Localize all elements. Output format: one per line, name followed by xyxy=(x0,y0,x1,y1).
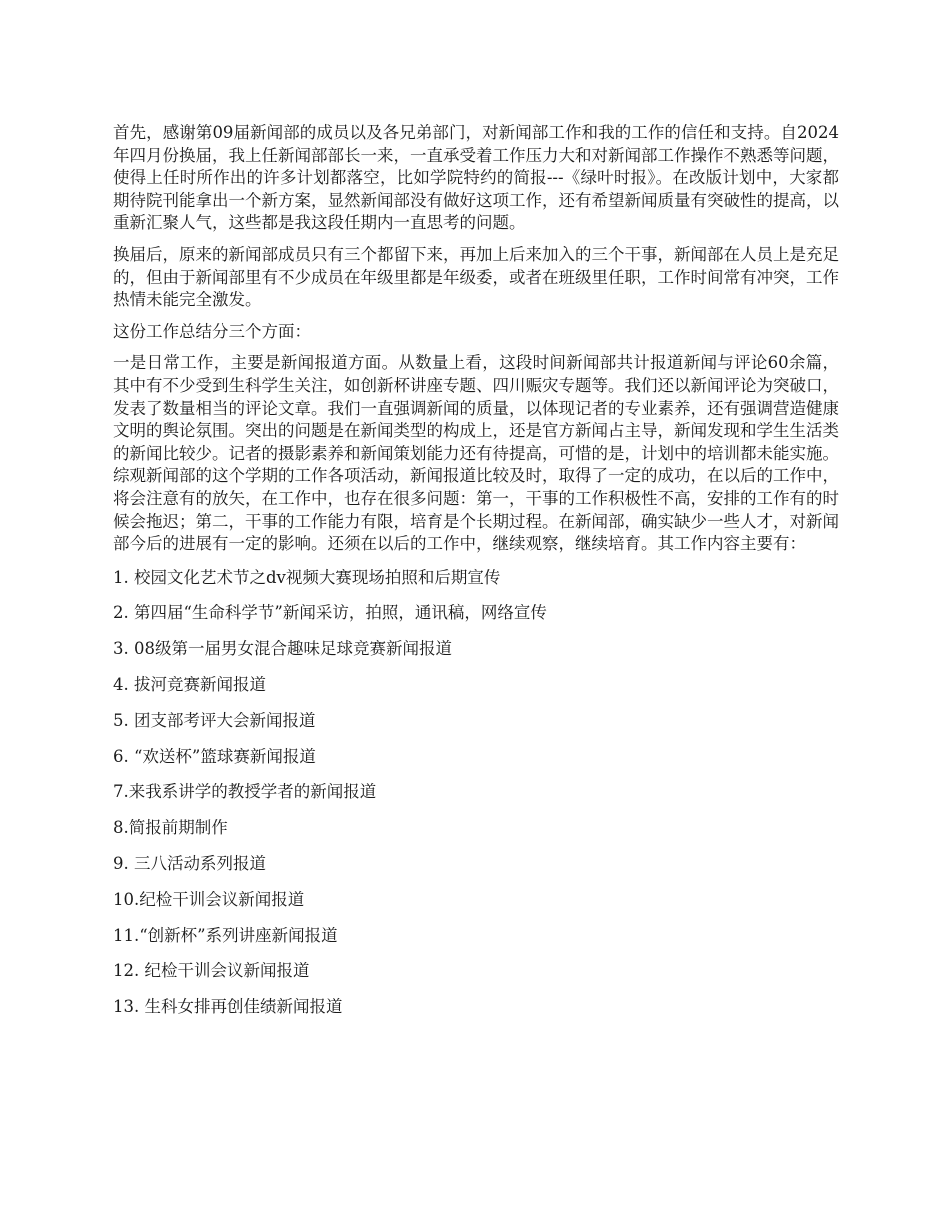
list-item: 2. 第四届“生命科学节”新闻采访，拍照，通讯稿，网络宣传 xyxy=(113,603,547,623)
list-item: 11.“创新杯”系列讲座新闻报道 xyxy=(113,925,338,945)
list-item: 9. 三八活动系列报道 xyxy=(113,854,266,874)
list-item: 6. “欢送杯”篮球赛新闻报道 xyxy=(113,746,316,766)
list-item: 1. 校园文化艺术节之dv视频大赛现场拍照和后期宣传 xyxy=(113,567,501,587)
paragraph-intro: 首先，感谢第09届新闻部的成员以及各兄弟部门，对新闻部工作和我的工作的信任和支持。自2024年四月份换届，我上任新闻部部长一来，一直承受着工作压力大和对新闻部工作操作不熟悉等问题，使得上任时所作出的许多计划都落空，比如学院特约的简报---《绿叶时报》。在改版计划中，大家都期待院刊能拿出一个新方案，显然新闻部没有做好这项工作，还有希望新闻质量有突破性的提高，以重新汇聚人气，这些都是我这段任期内一直思考的问题。 xyxy=(113,123,839,233)
list-item: 8.简报前期制作 xyxy=(113,818,228,838)
list-item: 3. 08级第一届男女混合趣味足球竞赛新闻报道 xyxy=(113,639,452,659)
list-item: 10.纪检干训会议新闻报道 xyxy=(113,889,305,909)
paragraph-summary-aspects: 这份工作总结分三个方面： xyxy=(113,321,311,341)
work-content-list xyxy=(113,567,839,1032)
list-item: 7.来我系讲学的教授学者的新闻报道 xyxy=(113,782,377,802)
document-page xyxy=(113,122,839,1032)
list-item: 4. 拔河竞赛新闻报道 xyxy=(113,675,266,695)
paragraph-members: 换届后，原来的新闻部成员只有三个都留下来，再加上后来加入的三个干事，新闻部在人员上是充足的，但由于新闻部里有不少成员在年级里都是年级委，或者在班级里任职，工作时间常有冲突，工作热情未能完全激发。 xyxy=(113,244,839,310)
list-item: 13. 生科女排再创佳绩新闻报道 xyxy=(113,997,343,1017)
paragraph-daily-work: 一是日常工作，主要是新闻报道方面。从数量上看，这段时间新闻部共计报道新闻与评论60余篇，其中有不少受到生科学生关注，如创新杯讲座专题、四川赈灾专题等。我们还以新闻评论为突破口，发表了数量相当的评论文章。我们一直强调新闻的质量，以体现记者的专业素养，还有强调营造健康文明的舆论氛围。突出的问题是在新闻类型的构成上，还是官方新闻占主导，新闻发现和学生生活类的新闻比较少。记者的摄影素养和新闻策划能力还有待提高，可惜的是，计划中的培训都未能实施。综观新闻部的这个学期的工作各项活动，新闻报道比较及时，取得了一定的成功，在以后的工作中，将会注意有的放矢，在工作中，也存在很多问题：第一，干事的工作积极性不高，安排的工作有的时候会拖迟；第二，干事的工作能力有限，培育是个长期过程。在新闻部，确实缺少一些人才，对新闻部今后的进展有一定的影响。还须在以后的工作中，继续观察，继续培育。其工作内容主要有： xyxy=(113,353,839,554)
list-item: 12. 纪检干训会议新闻报道 xyxy=(113,961,310,981)
list-item: 5. 团支部考评大会新闻报道 xyxy=(113,710,316,730)
